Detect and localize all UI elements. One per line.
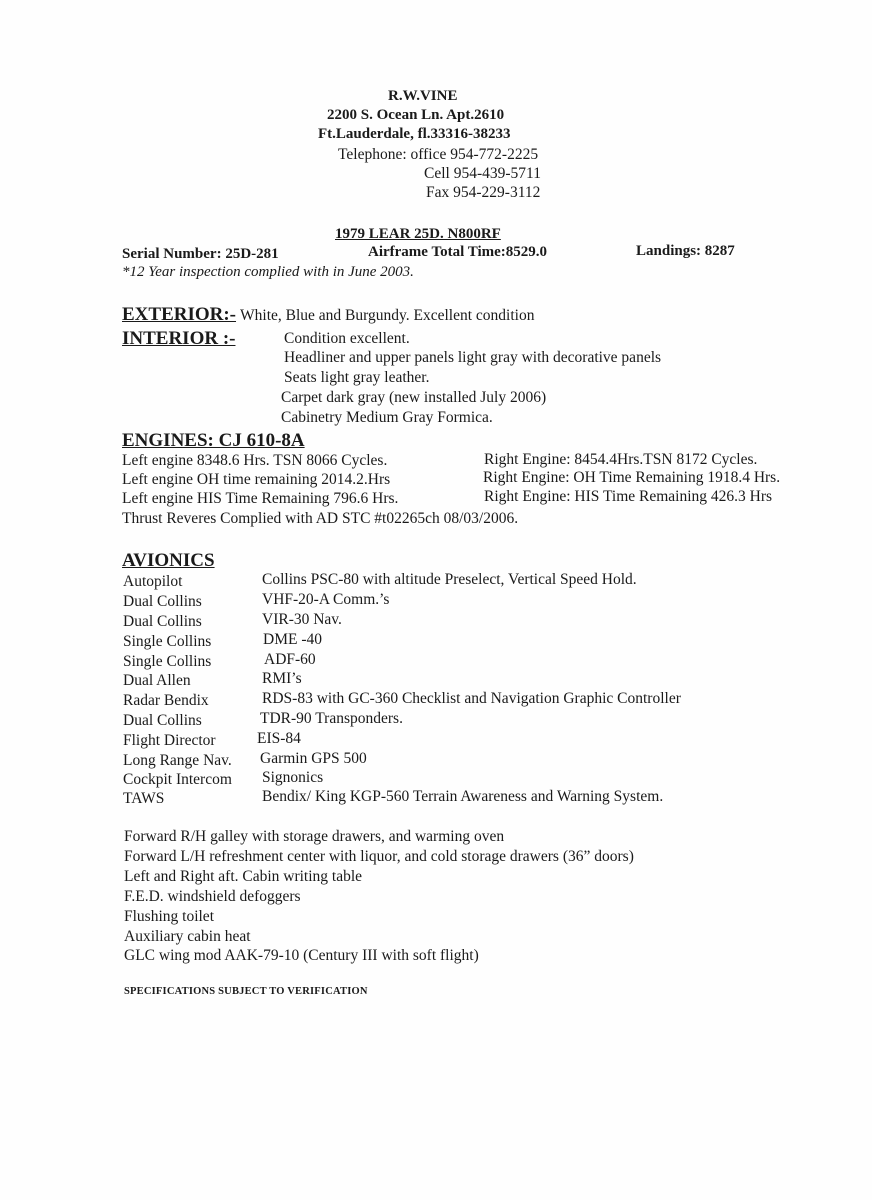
avionics-value: ADF-60 [264,651,316,668]
avionics-value: DME -40 [263,631,322,648]
exterior-text: White, Blue and Burgundy. Excellent condition [240,307,535,324]
interior-line: Condition excellent. [284,330,410,347]
right-engine-line: Right Engine: OH Time Remaining 1918.4 Hrs. [483,469,781,486]
exterior-row [122,304,534,326]
landings: Landings: 8287 [636,243,735,259]
left-engine-line: Left engine OH time remaining 2014.2.Hrs [122,471,391,488]
avionics-value: Bendix/ King KGP-560 Terrain Awareness and Warning System. [262,788,664,805]
avionics-value: Signonics [262,769,324,786]
feature-line: GLC wing mod AAK-79-10 (Century III with soft flight) [124,947,479,964]
interior-line: Carpet dark gray (new installed July 2006) [281,389,547,406]
avionics-value: VHF-20-A Comm.’s [262,591,390,608]
thrust-reverser-note: Thrust Reveres Complied with AD STC #t02265ch 08/03/2006. [122,510,519,527]
avionics-value: VIR-30 Nav. [262,611,342,628]
avionics-label: Dual Allen [123,672,191,689]
avionics-label: Dual Collins [123,593,202,610]
avionics-label: TAWS [123,790,165,807]
avionics-heading: AVIONICS [122,550,215,571]
telephone-office: Telephone: office 954-772-2225 [338,146,539,163]
address-line-2: Ft.Lauderdale, fl.33316-38233 [318,126,511,142]
telephone-cell: Cell 954-439-5711 [424,165,541,182]
avionics-value: RMI’s [262,670,302,687]
telephone-fax: Fax 954-229-3112 [426,184,541,201]
avionics-label: Flight Director [123,732,216,749]
inspection-note: *12 Year inspection complied with in June 2003. [122,264,414,280]
avionics-label: Single Collins [123,653,212,670]
left-engine-line: Left engine HIS Time Remaining 796.6 Hrs. [122,490,399,507]
exterior-heading: EXTERIOR:- [122,304,237,325]
avionics-label: Dual Collins [123,613,202,630]
avionics-value: TDR-90 Transponders. [260,710,403,727]
avionics-label: Long Range Nav. [123,752,232,769]
airframe-total-time: Airframe Total Time:8529.0 [368,244,548,260]
avionics-label: Single Collins [123,633,212,650]
specifications-disclaimer: SPECIFICATIONS SUBJECT TO VERIFICATION [124,986,368,997]
feature-line: Flushing toilet [124,908,214,925]
avionics-label: Dual Collins [123,712,202,729]
avionics-label: Radar Bendix [123,692,209,709]
right-engine-line: Right Engine: 8454.4Hrs.TSN 8172 Cycles. [484,451,758,468]
avionics-label: Autopilot [123,573,183,590]
interior-line: Headliner and upper panels light gray with decorative panels [284,349,662,366]
avionics-value: RDS-83 with GC-360 Checklist and Navigation Graphic Controller [262,690,681,707]
avionics-value: Collins PSC-80 with altitude Preselect, Vertical Speed Hold. [262,571,637,588]
avionics-value: Garmin GPS 500 [260,750,367,767]
left-engine-line: Left engine 8348.6 Hrs. TSN 8066 Cycles. [122,452,388,469]
aircraft-title: 1979 LEAR 25D. N800RF [335,226,501,242]
avionics-label: Cockpit Intercom [123,771,232,788]
contact-name: R.W.VINE [388,88,458,104]
feature-line: F.E.D. windshield defoggers [124,888,301,905]
right-engine-line: Right Engine: HIS Time Remaining 426.3 Hrs [484,488,773,505]
feature-line: Forward R/H galley with storage drawers, and warming oven [124,828,505,845]
feature-line: Auxiliary cabin heat [124,928,251,945]
engines-heading: ENGINES: CJ 610-8A [122,430,305,451]
avionics-value: EIS-84 [257,730,301,747]
interior-heading: INTERIOR :- [122,328,236,349]
feature-line: Forward L/H refreshment center with liquor, and cold storage drawers (36” doors) [124,848,634,865]
interior-line: Cabinetry Medium Gray Formica. [281,409,493,426]
address-line-1: 2200 S. Ocean Ln. Apt.2610 [327,107,505,123]
interior-line: Seats light gray leather. [284,369,430,386]
feature-line: Left and Right aft. Cabin writing table [124,868,363,885]
serial-number: Serial Number: 25D-281 [122,246,279,262]
